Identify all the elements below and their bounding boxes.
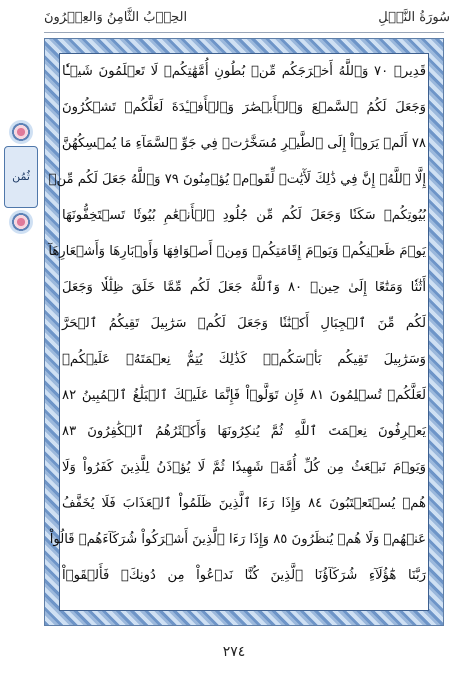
text-line: هُمۡ يُسۡتَعۡتَبُونَ ٨٤ وَإِذَا رَءَا ٱلَّذِينَ ظَلَمُواْ ٱلۡعَذَابَ فَلَا يُخَفَّفُ (62, 496, 426, 511)
thumun-marker (4, 112, 38, 242)
text-line: ٧٨ أَلَمۡ يَرَوۡاْ إِلَى ٱلطَّيۡرِ مُسَخَّرَٰتٖ فِي جَوِّ ٱلسَّمَآءِ مَا يُمۡسِكُهُنَّ (61, 136, 426, 151)
marker-label: ثُمُن (12, 170, 30, 183)
text-line: قَدِيرٞ ٧٠ وَٱللَّهُ أَخۡرَجَكُم مِّنۢ بُطُونِ أُمَّهَٰتِكُمۡ لَا تَعۡلَمُونَ شَيۡـٔٗا (62, 64, 426, 79)
text-line: يَعۡرِفُونَ نِعۡمَتَ ٱللَّهِ ثُمَّ يُنكِرُونَهَا وَأَكۡثَرُهُمُ ٱلۡكَٰفِرُونَ ٨٣ (62, 424, 426, 439)
rosette-icon (9, 210, 33, 234)
text-line: عَنۡهُمۡ وَلَا هُمۡ يُنظَرُونَ ٨٥ وَإِذَا رَءَا ٱلَّذِينَ أَشۡرَكُواْ شُرَكَآءَهُمۡ قَالُواْ (49, 532, 426, 547)
rosette-icon (9, 120, 33, 144)
text-line: وَسَرَٰبِيلَ تَقِيكُم بَأۡسَكُمۡۚ كَذَٰلِكَ يُتِمُّ نِعۡمَتَهُۥ عَلَيۡكُمۡ (62, 352, 426, 367)
surah-name: سُورَةُ النَّحۡلِ (378, 10, 450, 25)
text-line: لَعَلَّكُمۡ تُسۡلِمُونَ ٨١ فَإِن تَوَلَّوۡاْ فَإِنَّمَا عَلَيۡكَ ٱلۡبَلَٰغُ ٱلۡمُبِينُ ٨٢ (62, 388, 426, 403)
text-line: أَثَٰثٗا وَمَتَٰعًا إِلَىٰ حِينٖ ٨٠ وَٱللَّهُ جَعَلَ لَكُم مِّمَّا خَلَقَ ظِلَٰلٗا وَجَعَلَ (62, 280, 427, 295)
header-divider (44, 32, 444, 33)
text-line: يَوۡمَ ظَعۡنِكُمۡ وَيَوۡمَ إِقَامَتِكُمۡ وَمِنۡ أَصۡوَافِهَا وَأَوۡبَارِهَا وَأَشۡعَارِهَآ (48, 244, 426, 259)
text-line: وَيَوۡمَ نَبۡعَثُ مِن كُلِّ أُمَّةٖ شَهِيدٗا ثُمَّ لَا يُؤۡذَنُ لِلَّذِينَ كَفَرُواْ وَلَا (62, 460, 426, 475)
text-line: رَبَّنَا هَٰٓؤُلَآءِ شُرَكَآؤُنَا ٱلَّذِينَ كُنَّا نَدۡعُواْ مِن دُونِكَۖ فَأَلۡقَوۡاْ (62, 568, 426, 583)
hizb-name: الحِزۡبُ الثَّامِنُ وَالعِشۡرُونَ (44, 10, 188, 25)
text-line: إِلَّا ٱللَّهُۚ إِنَّ فِي ذَٰلِكَ لَأٓيَٰتٖ لِّقَوۡمٖ يُؤۡمِنُونَ ٧٩ وَٱللَّهُ جَعَلَ لَكُم مِّنۢ (48, 172, 426, 187)
quran-text-area (48, 56, 427, 608)
text-line: بُيُوتِكُمۡ سَكَنٗا وَجَعَلَ لَكُم مِّن جُلُودِ ٱلۡأَنۡعَٰمِ بُيُوتٗا تَسۡتَخِفُّونَهَا (62, 208, 426, 223)
text-line: وَجَعَلَ لَكُمُ ٱلسَّمۡعَ وَٱلۡأَبۡصَٰرَ وَٱلۡأَفۡـِٔدَةَ لَعَلَّكُمۡ تَشۡكُرُونَ (62, 100, 426, 115)
text-line: لَكُم مِّنَ ٱلۡجِبَالِ أَكۡنَٰنٗا وَجَعَلَ لَكُمۡ سَرَٰبِيلَ تَقِيكُمُ ٱلۡحَرَّ (62, 316, 426, 331)
page-number: ٢٧٤ (222, 644, 246, 660)
